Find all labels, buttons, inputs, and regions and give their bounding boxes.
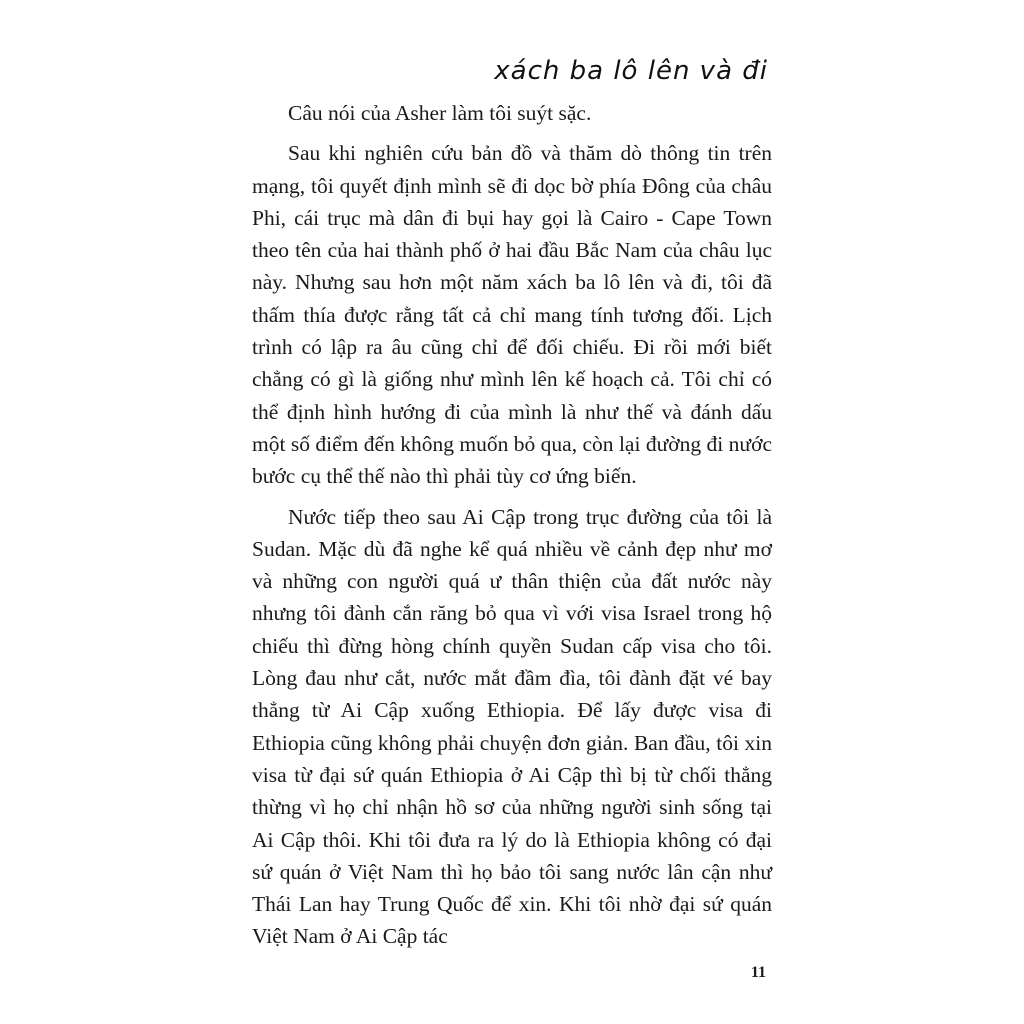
paragraph: Sau khi nghiên cứu bản đồ và thăm dò thông tin trên mạng, tôi quyết định mình sẽ đi dọc bờ phía Đông của châu Phi, cái trục mà dân đi bụi hay gọi là Cairo - Cape Town theo tên của hai thành phố ở hai đầu Bắc Nam của châu lục này. Nhưng sau hơn một năm xách ba lô lên và đi, tôi đã thấm thía được rằng tất cả chỉ mang tính tương đối. Lịch trình có lập ra âu cũng chỉ để đối chiếu. Đi rồi mới biết chẳng có gì là giống như mình lên kế hoạch cả. Tôi chỉ có thể định hình hướng đi của mình là như thế và đánh dấu một số điểm đến không muốn bỏ qua, còn lại đường đi nước bước cụ thể thế nào thì phải tùy cơ ứng biến. — [252, 141, 772, 489]
page-number: 11 — [750, 964, 766, 981]
paragraph: Câu nói của Asher làm tôi suýt sặc. — [288, 101, 592, 125]
running-head: xách ba lô lên và đi — [494, 56, 768, 86]
paragraph: Nước tiếp theo sau Ai Cập trong trục đường của tôi là Sudan. Mặc dù đã nghe kể quá nhiều về cảnh đẹp như mơ và những con người quá ư thân thiện của đất nước này nhưng tôi đành cắn răng bỏ qua vì với visa Israel trong hộ chiếu thì đừng hòng chính quyền Sudan cấp visa cho tôi. Lòng đau như cắt, nước mắt đầm đìa, tôi đành đặt vé bay thẳng từ Ai Cập xuống Ethiopia. Để lấy được visa đi Ethiopia cũng không phải chuyện đơn giản. Ban đầu, tôi xin visa từ đại sứ quán Ethiopia ở Ai Cập thì bị từ chối thẳng thừng vì họ chỉ nhận hồ sơ của những người sinh sống tại Ai Cập thôi. Khi tôi đưa ra lý do là Ethiopia không có đại sứ quán ở Việt Nam thì họ bảo tôi sang nước lân cận như Thái Lan hay Trung Quốc để xin. Khi tôi nhờ đại sứ quán Việt Nam ở Ai Cập tác — [252, 504, 772, 949]
body-text — [252, 97, 772, 961]
